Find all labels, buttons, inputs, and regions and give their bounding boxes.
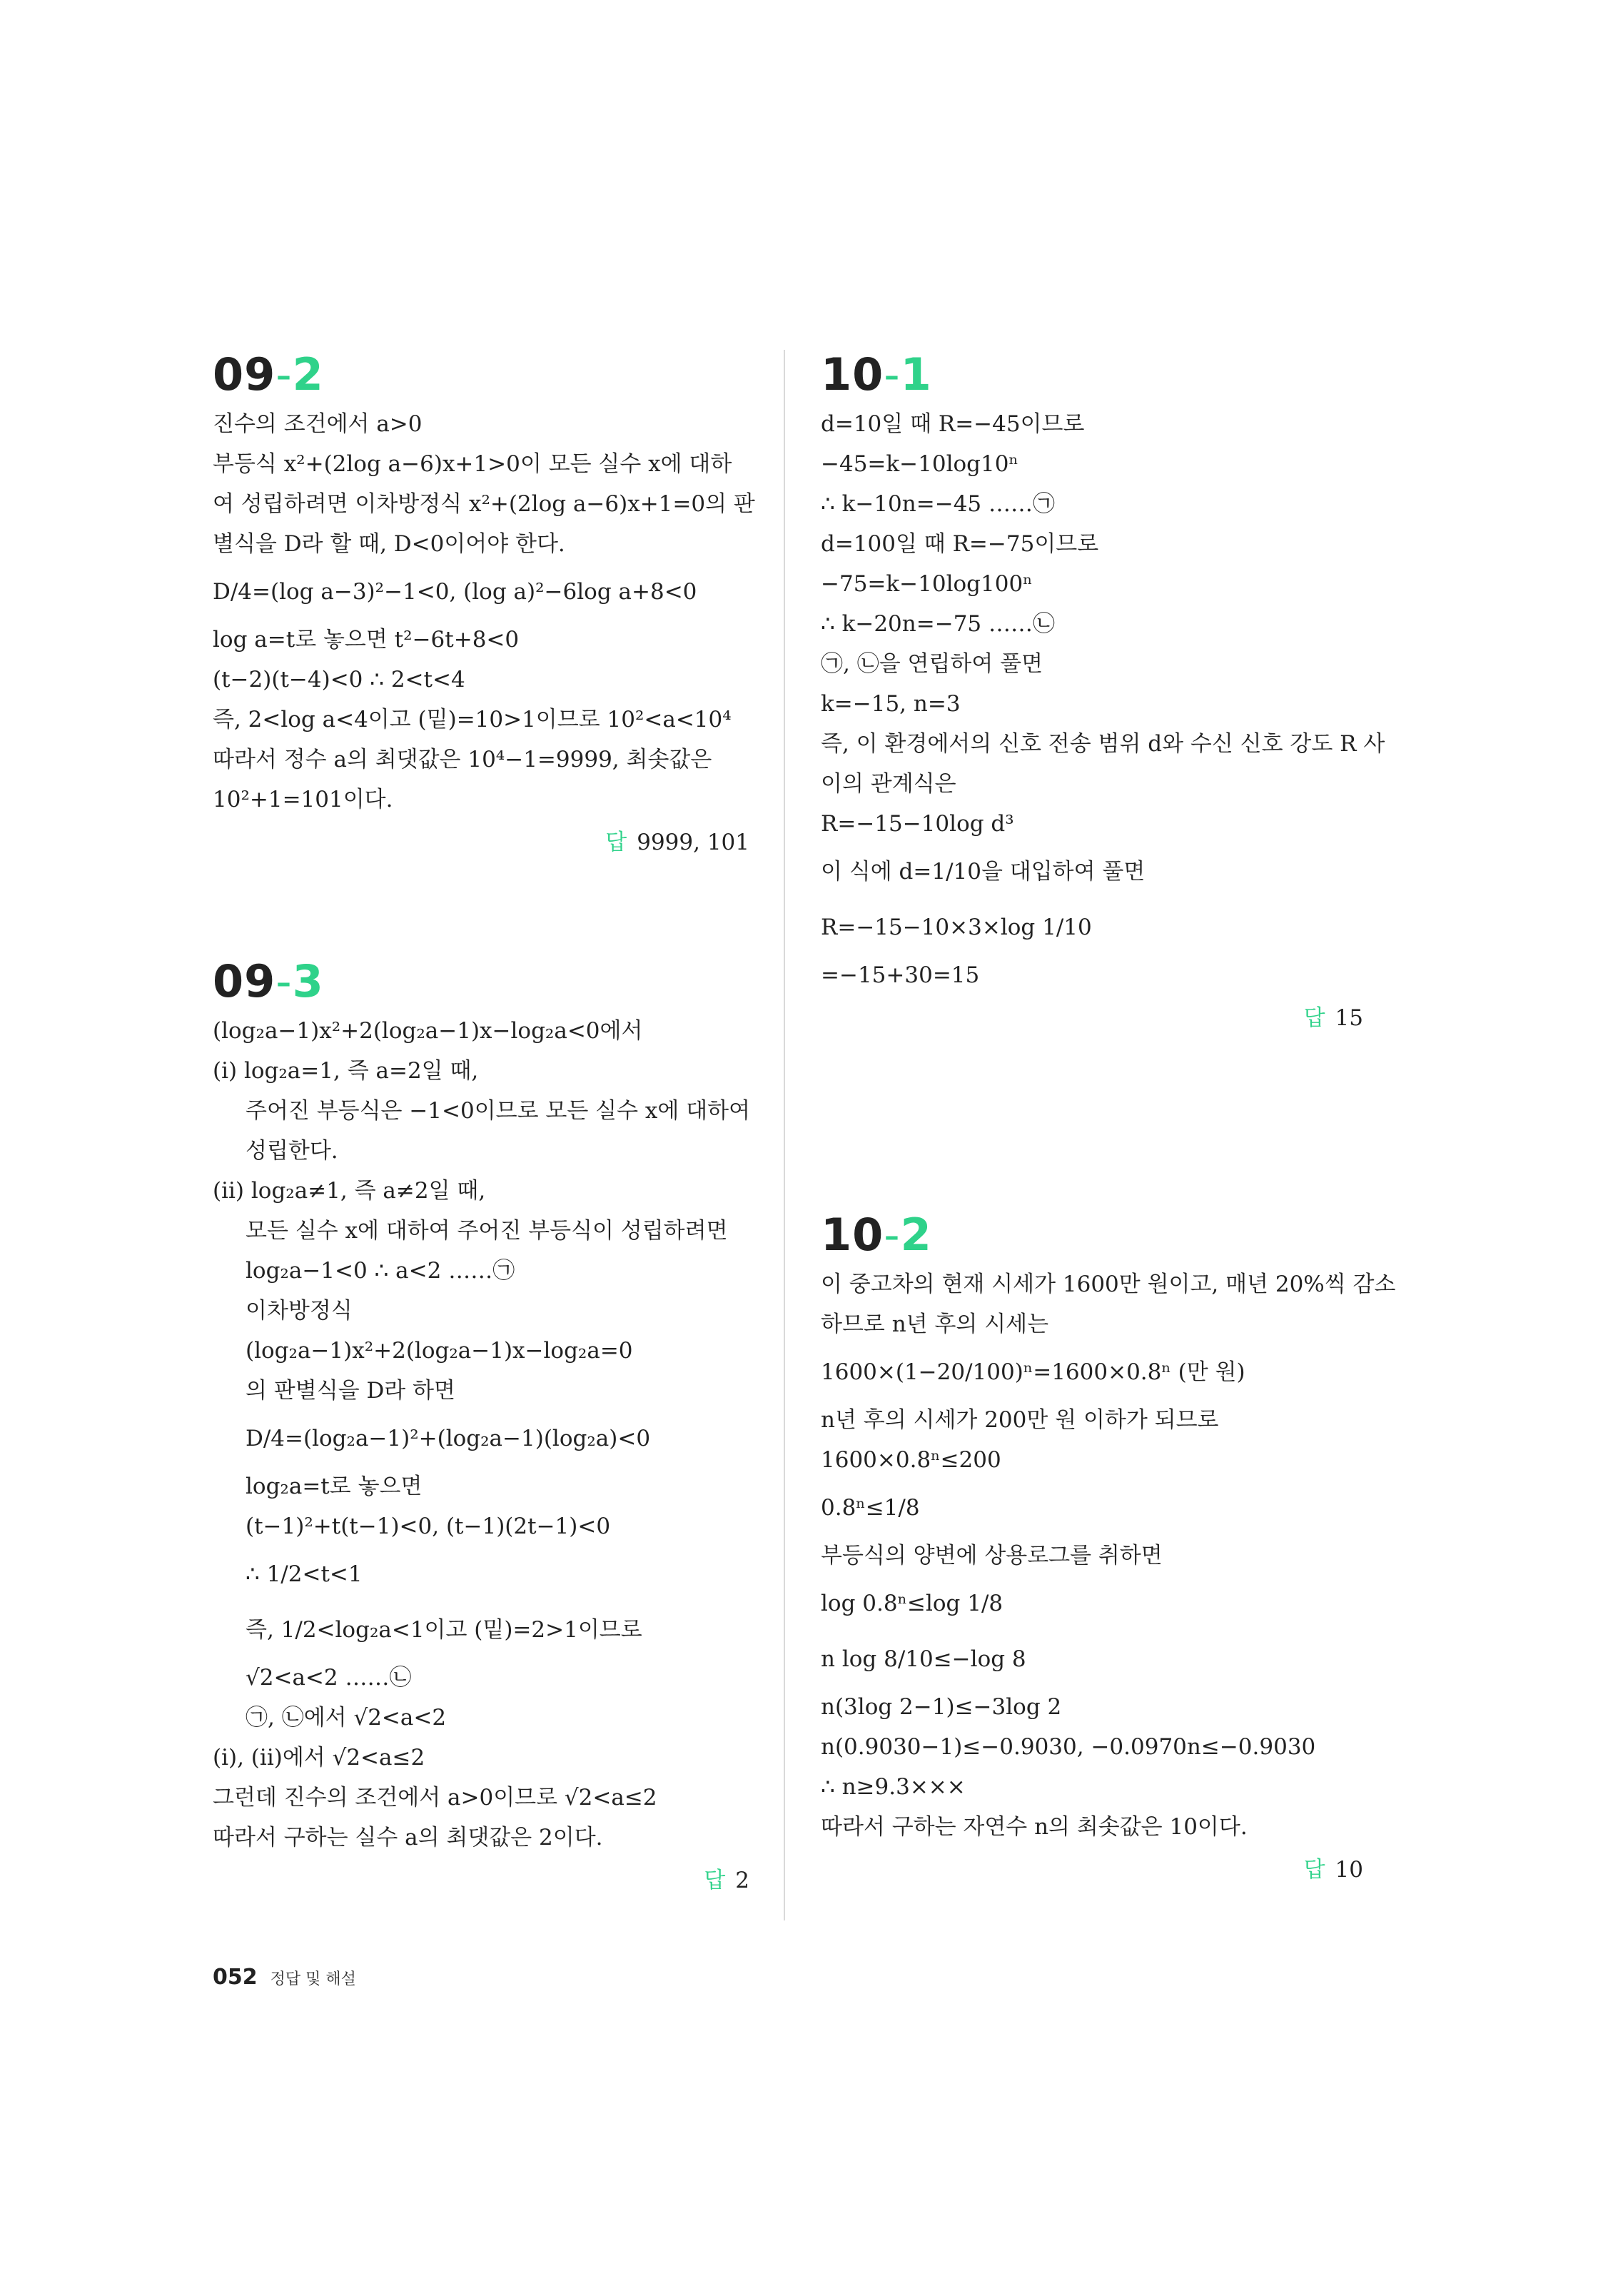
solution-line: 1600×(1−20/100)ⁿ=1600×0.8ⁿ (만 원): [821, 1359, 1245, 1385]
solution-line: 이 식에 d=1/10을 대입하여 풀면: [821, 859, 1146, 885]
solution-line: 하므로 n년 후의 시세는: [821, 1311, 1049, 1337]
solution-line: 따라서 구하는 자연수 n의 최솟값은 10이다.: [821, 1814, 1248, 1840]
answer: [821, 1850, 1363, 1890]
solution-line: ㉠, ㉡에서 √2<a<2: [246, 1705, 447, 1731]
solution-line: d=100일 때 R=−75이므로: [821, 531, 1099, 557]
solution-line: 즉, 1/2<log₂a<1이고 (밑)=2>1이므로: [246, 1617, 642, 1643]
solution-line: ∴ n≥9.3×××: [821, 1774, 966, 1800]
solution-line: 10²+1=101이다.: [213, 787, 393, 812]
answer-value: 15: [1335, 1005, 1363, 1031]
solution-line: 진수의 조건에서 a>0: [213, 411, 423, 437]
solution-line: −45=k−10log10ⁿ: [821, 451, 1018, 477]
solution-line: D/4=(log a−3)²−1<0, (log a)²−6log a+8<0: [213, 579, 697, 605]
answer-tag: 답: [1303, 1857, 1325, 1883]
solution-line: 모든 실수 x에 대하여 주어진 부등식이 성립하려면: [246, 1218, 728, 1244]
solution-line: 즉, 이 환경에서의 신호 전송 범위 d와 수신 신호 강도 R 사: [821, 731, 1385, 757]
solution-line: n log 8/10≤−log 8: [821, 1646, 1026, 1672]
solution-line: (i), (ii)에서 √2<a≤2: [213, 1745, 425, 1771]
section-heading: 10-1: [821, 348, 932, 401]
page-number: 052: [213, 1965, 258, 1990]
solution-line: 성립한다.: [246, 1138, 338, 1164]
footer-label: 정답 및 해설: [270, 1970, 356, 1988]
solution-line: 주어진 부등식은 −1<0이므로 모든 실수 x에 대하여: [246, 1098, 751, 1124]
answer-tag: 답: [704, 1868, 726, 1893]
answer-value: 2: [735, 1868, 749, 1893]
solution-line: (log₂a−1)x²+2(log₂a−1)x−log₂a<0에서: [213, 1018, 643, 1044]
solution-line: n년 후의 시세가 200만 원 이하가 되므로: [821, 1407, 1219, 1433]
answer: [213, 1861, 749, 1900]
answer: [821, 998, 1363, 1038]
answer-value: 10: [1335, 1857, 1363, 1883]
solution-line: ㉠, ㉡을 연립하여 풀면: [821, 651, 1043, 677]
solution-line: 부등식 x²+(2log a−6)x+1>0이 모든 실수 x에 대하: [213, 451, 732, 477]
answer-tag: 답: [605, 830, 627, 855]
solution-line: R=−15−10log d³: [821, 811, 1014, 837]
page-footer: [213, 1965, 356, 1990]
solution-line: 1600×0.8ⁿ≤200: [821, 1447, 1001, 1473]
solution-line: k=−15, n=3: [821, 691, 961, 717]
solution-line: 이 중고차의 현재 시세가 1600만 원이고, 매년 20%씩 감소: [821, 1272, 1396, 1297]
solution-line: ∴ k−20n=−75 ……㉡: [821, 611, 1055, 637]
section-09-3: [213, 957, 749, 1900]
solution-line: ∴ 1/2<t<1: [246, 1561, 363, 1587]
section-10-2: [821, 1209, 1396, 1890]
solution-line: D/4=(log₂a−1)²+(log₂a−1)(log₂a)<0: [246, 1426, 651, 1451]
solution-line: d=10일 때 R=−45이므로: [821, 411, 1085, 437]
section-heading: 09-2: [213, 348, 324, 401]
solution-line: log a=t로 놓으면 t²−6t+8<0: [213, 627, 520, 653]
solution-line: 여 성립하려면 이차방정식 x²+(2log a−6)x+1=0의 판: [213, 491, 755, 517]
solution-line: =−15+30=15: [821, 962, 980, 988]
solution-line: √2<a<2 ……㉡: [246, 1665, 412, 1691]
answer-value: 9999, 101: [637, 830, 749, 855]
section-heading: 09-3: [213, 955, 324, 1007]
answer-tag: 답: [1303, 1005, 1325, 1031]
solution-line: log₂a=t로 놓으면: [246, 1474, 423, 1499]
solution-line: 0.8ⁿ≤1/8: [821, 1495, 920, 1521]
solution-line: ∴ k−10n=−45 ……㉠: [821, 491, 1055, 517]
section-heading: 10-2: [821, 1209, 932, 1261]
solution-line: R=−15−10×3×log 1/10: [821, 915, 1092, 940]
solution-line: log₂a−1<0 ∴ a<2 ……㉠: [246, 1258, 515, 1284]
solution-line: 이의 관계식은: [821, 771, 956, 797]
solution-line: 별식을 D라 할 때, D<0이어야 한다.: [213, 531, 565, 557]
solution-line: 이차방정식: [246, 1298, 353, 1324]
solution-line: (log₂a−1)x²+2(log₂a−1)x−log₂a=0: [246, 1338, 633, 1364]
solution-line: n(0.9030−1)≤−0.9030, −0.0970n≤−0.9030: [821, 1734, 1316, 1760]
solution-line: 의 판별식을 D라 하면: [246, 1378, 455, 1404]
column-divider: [784, 350, 785, 1920]
solution-line: (ii) log₂a≠1, 즉 a≠2일 때,: [213, 1178, 486, 1204]
solution-line: 따라서 정수 a의 최댓값은 10⁴−1=9999, 최솟값은: [213, 747, 712, 772]
solution-line: −75=k−10log100ⁿ: [821, 571, 1033, 597]
solution-line: (t−2)(t−4)<0 ∴ 2<t<4: [213, 667, 465, 693]
solution-line: 그런데 진수의 조건에서 a>0이므로 √2<a≤2: [213, 1785, 657, 1811]
solution-line: (t−1)²+t(t−1)<0, (t−1)(2t−1)<0: [246, 1514, 611, 1539]
solution-line: n(3log 2−1)≤−3log 2: [821, 1694, 1062, 1720]
section-10-1: [821, 348, 1385, 1038]
answer: [213, 822, 749, 862]
section-09-2: [213, 348, 755, 862]
solution-line: (i) log₂a=1, 즉 a=2일 때,: [213, 1058, 479, 1084]
solution-line: 즉, 2<log a<4이고 (밑)=10>1이므로 10²<a<10⁴: [213, 707, 732, 732]
solution-line: 따라서 구하는 실수 a의 최댓값은 2이다.: [213, 1825, 603, 1851]
solution-line: log 0.8ⁿ≤log 1/8: [821, 1591, 1003, 1616]
solution-line: 부등식의 양변에 상용로그를 취하면: [821, 1543, 1163, 1569]
